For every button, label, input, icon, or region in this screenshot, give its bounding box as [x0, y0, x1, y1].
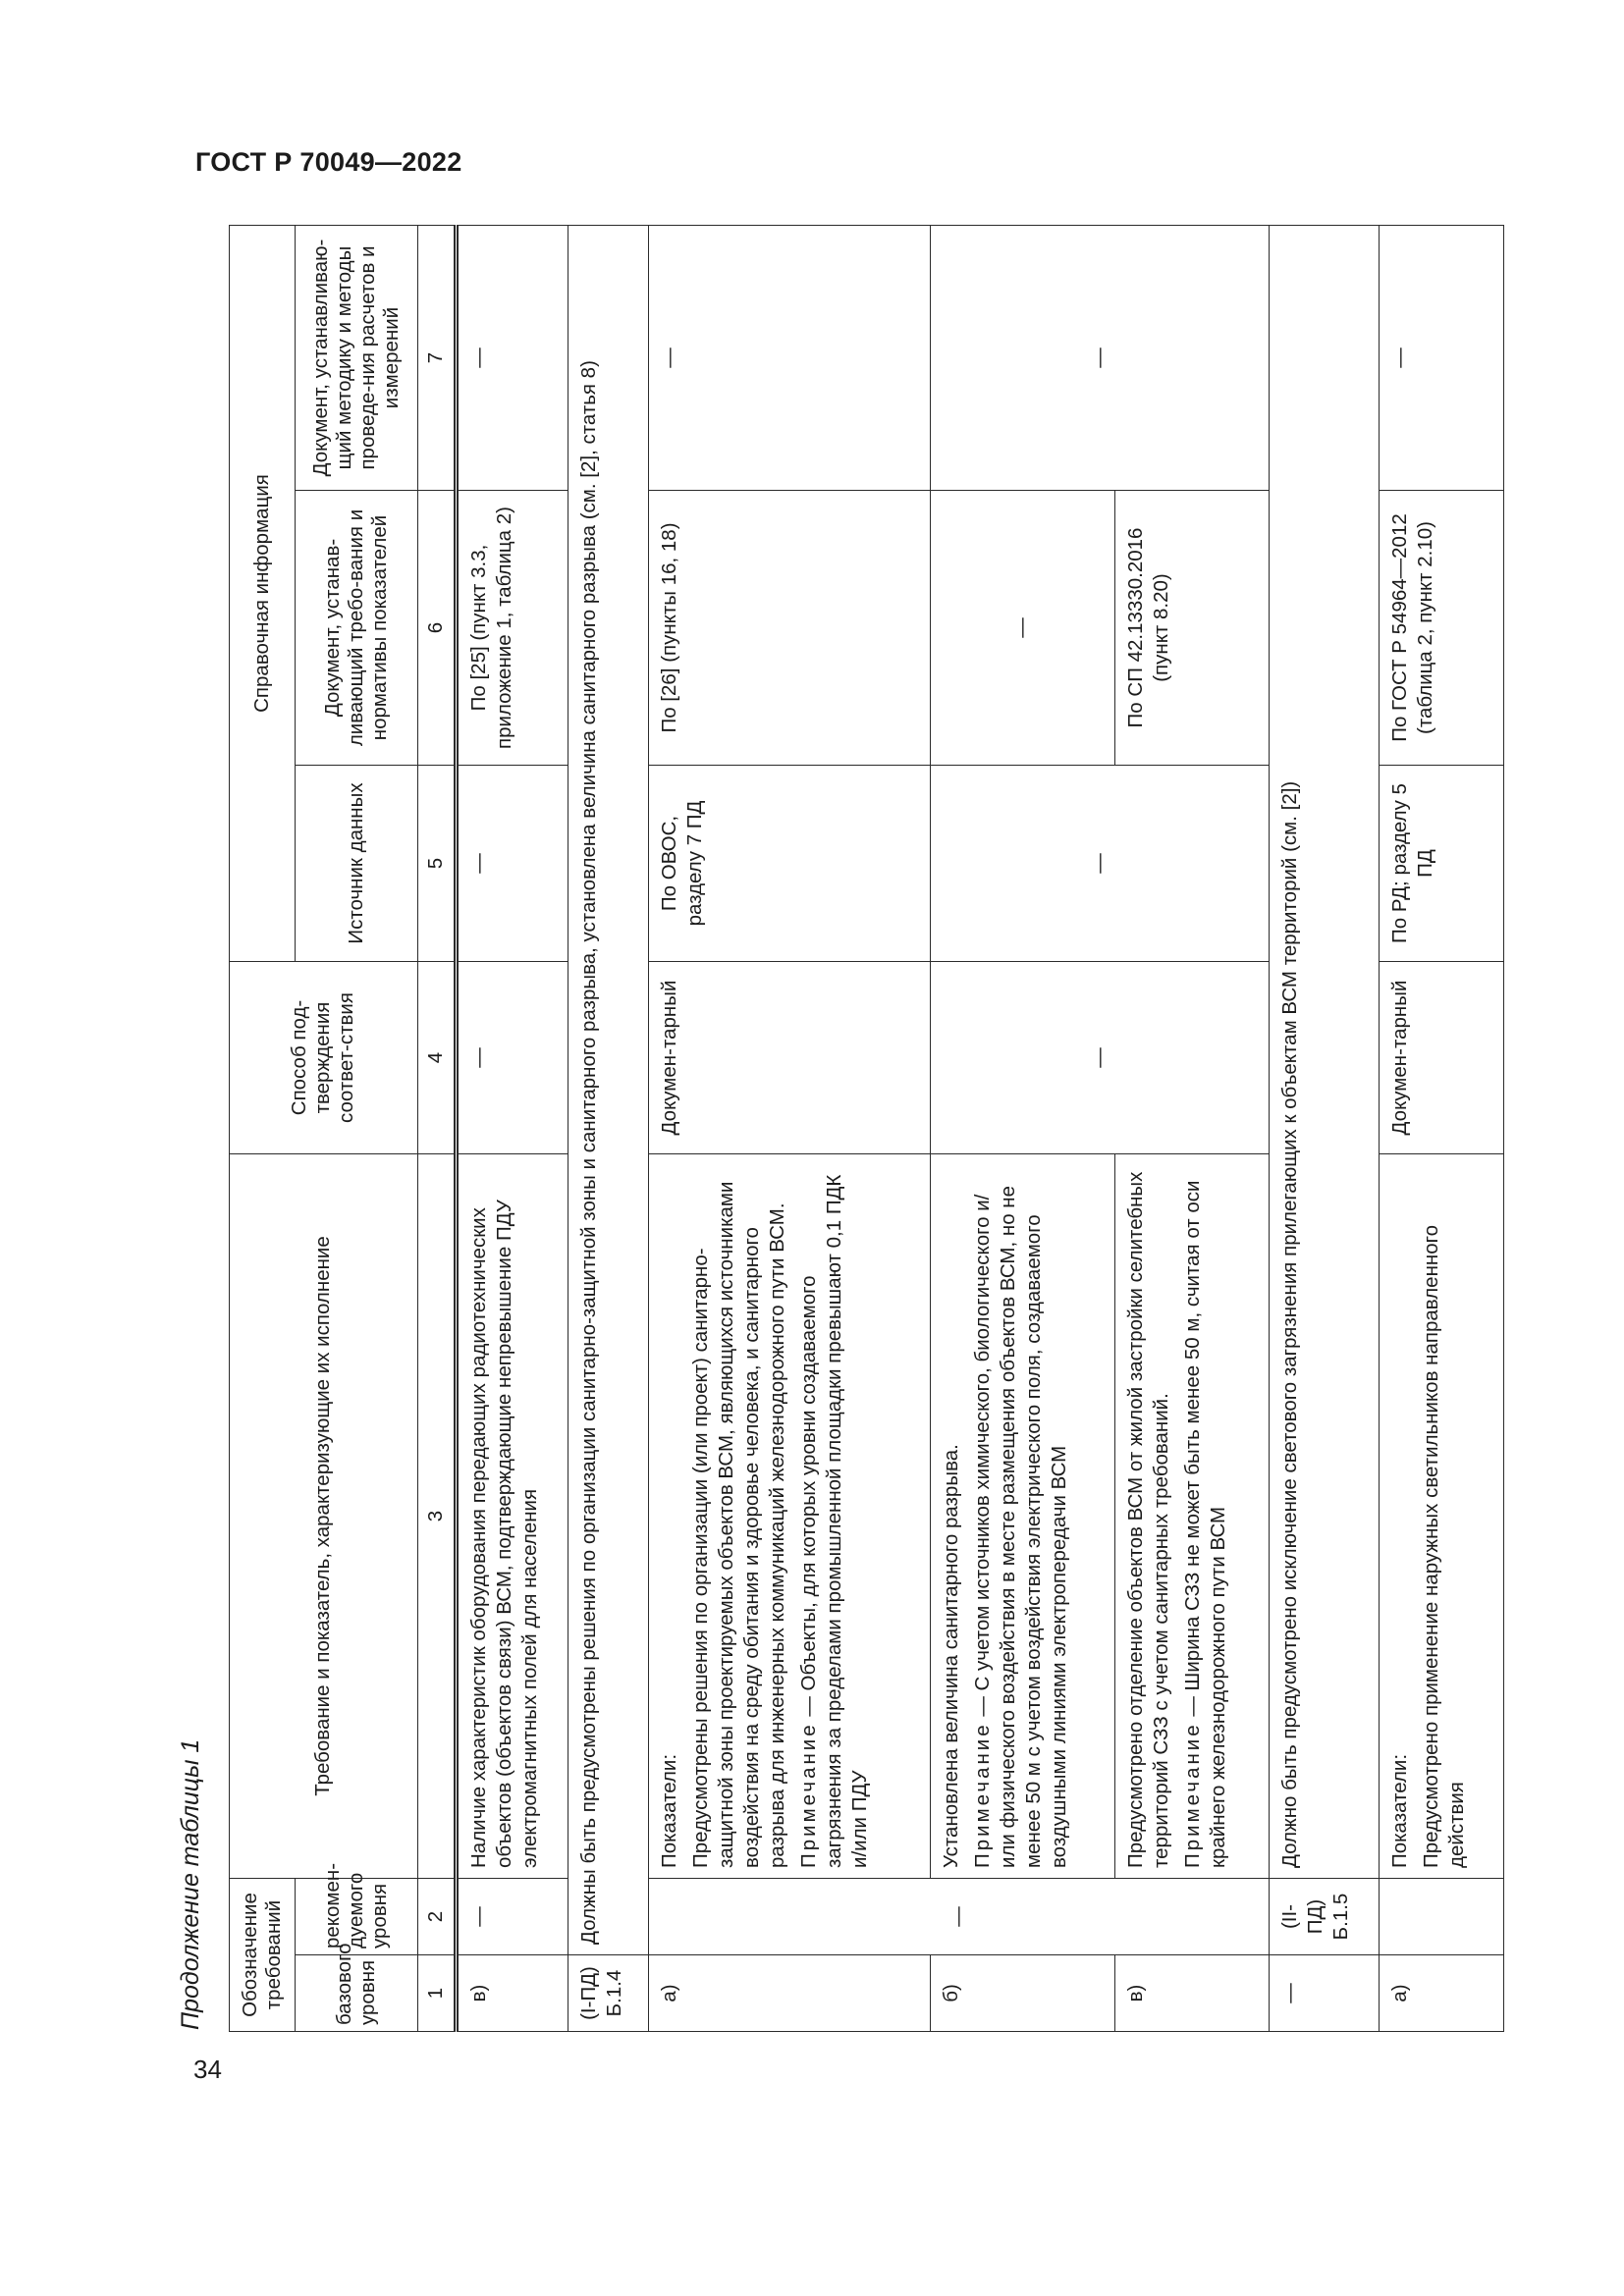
note-text: — С учетом источников химического, биологического и/или физического воздействия в месте размещения объектов ВСМ, но не менее 50 м с учетом воздействия электрического поля, создаваемого воздушными линиями электропередачи ВСМ	[970, 1185, 1070, 1868]
head-base-level: базового уровня	[296, 1955, 417, 2032]
cell-method: —	[930, 962, 1269, 1154]
cell-doc-method: —	[648, 226, 930, 491]
cell-section-text: Должны быть предусмотрены решения по организации санитарно-защитной зоны и санитарного разрыва, установлена величина санитарного разрыва (см. [2], статья 8)	[568, 226, 649, 1955]
note-text: — Ширина СЗЗ не может быть менее 50 м, считая от оси крайнего железнодорожного пути ВСМ	[1180, 1180, 1229, 1868]
cell-base-level: (I-ПД) Б.1.4	[568, 1955, 649, 2032]
cell-section-text: Должно быть предусмотрено исключение светового загрязнения прилегающих к объектам ВСМ территорий (см. [2])	[1270, 226, 1380, 1879]
note	[1180, 1164, 1231, 1868]
cell-base-level: в)	[1114, 1955, 1269, 2032]
cell-recommended-level	[648, 1879, 1269, 1955]
indicators-label: Показатели:	[1388, 1753, 1412, 1868]
cell-doc-requirements: По ГОСТ Р 54964—2012 (таблица 2, пункт 2.10)	[1380, 491, 1504, 766]
cell-doc-requirements: По [25] (пункт 3.3, приложение 1, таблица 2)	[456, 491, 568, 766]
note-text: — Объекты, для которых уровни создаваемого загрязнения за пределами промышленной площадки превышают 0,1 ПДК и/или ПДУ	[796, 1174, 871, 1868]
cell-base-level: а)	[648, 1955, 930, 2032]
table-row	[568, 226, 649, 2032]
table-row	[1270, 226, 1380, 2032]
rotated-table-area	[177, 226, 1504, 2032]
cell-method: —	[456, 962, 568, 1154]
col-num-1: 1	[417, 1955, 456, 2032]
col-num-7: 7	[417, 226, 456, 491]
col-num-5: 5	[417, 766, 456, 962]
table-row	[456, 226, 568, 2032]
requirement-text: Предусмотрено отделение объектов ВСМ от жилой застройки селитебных территорий СЗЗ с учетом санитарных требований.	[1123, 1171, 1172, 1868]
cell-source: По ОВОС, разделу 7 ПД	[648, 766, 930, 962]
note	[796, 1164, 873, 1868]
cell-base-level: а)	[1380, 1955, 1504, 2032]
cell-base-level: б)	[930, 1955, 1114, 2032]
document-header: ГОСТ Р 70049—2022	[195, 147, 462, 177]
head-doc-method: Документ, устанавливаю-щий методику и методы проведе-ния расчетов и измерений	[296, 226, 417, 491]
cell-source: —	[456, 766, 568, 962]
cell-requirement	[1114, 1154, 1269, 1879]
cell-requirement: Наличие характеристик оборудования передающих радиотехнических объектов (объектов связи) ВСМ, подтверждающие непревышение ПДУ электромагнитных полей для населения	[456, 1154, 568, 1879]
head-reference: Справочная информация	[230, 226, 296, 962]
cell-recommended-level: —	[456, 1879, 568, 1955]
cell-requirement	[648, 1154, 930, 1879]
col-num-2: 2	[417, 1879, 456, 1955]
requirement-text: Предусмотрено применение наружных светильников направленного действия	[1420, 1224, 1469, 1868]
cell-base-level: в)	[456, 1955, 568, 2032]
cell-source: —	[930, 766, 1269, 962]
head-requirement: Требование и показатель, характеризующие их исполнение	[230, 1154, 418, 1879]
table-caption: Продолжение таблицы 1	[177, 1738, 204, 2030]
head-method: Способ под-тверждения соответ-ствия	[230, 962, 418, 1154]
head-doc-requirements: Документ, устанав-ливающий требо-вания и нормативы показателей	[296, 491, 417, 766]
cell-recommended-level: (II-ПД) Б.1.5	[1270, 1879, 1380, 1955]
head-source: Источник данных	[296, 766, 417, 962]
cell-doc-requirements: По [26] (пункты 16, 18)	[648, 491, 930, 766]
cell-doc-requirements: —	[930, 491, 1114, 766]
cell-requirement	[930, 1154, 1114, 1879]
page-number: 34	[193, 2055, 222, 2084]
head-recommended-level: рекомен-дуемого уровня	[296, 1879, 417, 1955]
cell-doc-method: —	[930, 226, 1269, 491]
column-number-row	[417, 226, 456, 2032]
table-row	[1380, 226, 1504, 2032]
cell-doc-requirements: По СП 42.13330.2016 (пункт 8.20)	[1114, 491, 1269, 766]
note-word: Примечание	[970, 1722, 994, 1868]
col-num-3: 3	[417, 1154, 456, 1879]
table-row	[930, 226, 1114, 2032]
requirement-text: Предусмотрены решения по организации (или проект) санитарно-защитной зоны проектируемых объектов ВСМ, являющихся источниками воздействия на среду обитания и здоровье человека, и санитарного разрыва для инженерных коммуникаций железнодорожного пути ВСМ.	[688, 1181, 788, 1868]
requirement-text: Установлена величина санитарного разрыва.	[939, 1444, 962, 1868]
cell-base-level: —	[1270, 1955, 1380, 2032]
cell-method: Докумен-тарный	[1380, 962, 1504, 1154]
table-row	[648, 226, 930, 2032]
indicators-label: Показатели:	[657, 1753, 680, 1868]
cell-source: По РД; разделу 5 ПД	[1380, 766, 1504, 962]
cell-requirement	[1380, 1154, 1504, 1879]
cell-recommended-level	[1380, 1879, 1504, 1955]
cell-doc-method: —	[1380, 226, 1504, 491]
note	[970, 1164, 1072, 1868]
cell-doc-method: —	[456, 226, 568, 491]
col-num-4: 4	[417, 962, 456, 1154]
col-num-6: 6	[417, 491, 456, 766]
header-row-1	[230, 226, 296, 2032]
head-designation: Обозначение требований	[230, 1879, 296, 2032]
note-word: Примечание	[1180, 1722, 1204, 1868]
note-word: Примечание	[796, 1722, 820, 1868]
cell-method: Докумен-тарный	[648, 962, 930, 1154]
dash-text: —	[947, 1906, 970, 1927]
requirements-table	[229, 225, 1504, 2032]
